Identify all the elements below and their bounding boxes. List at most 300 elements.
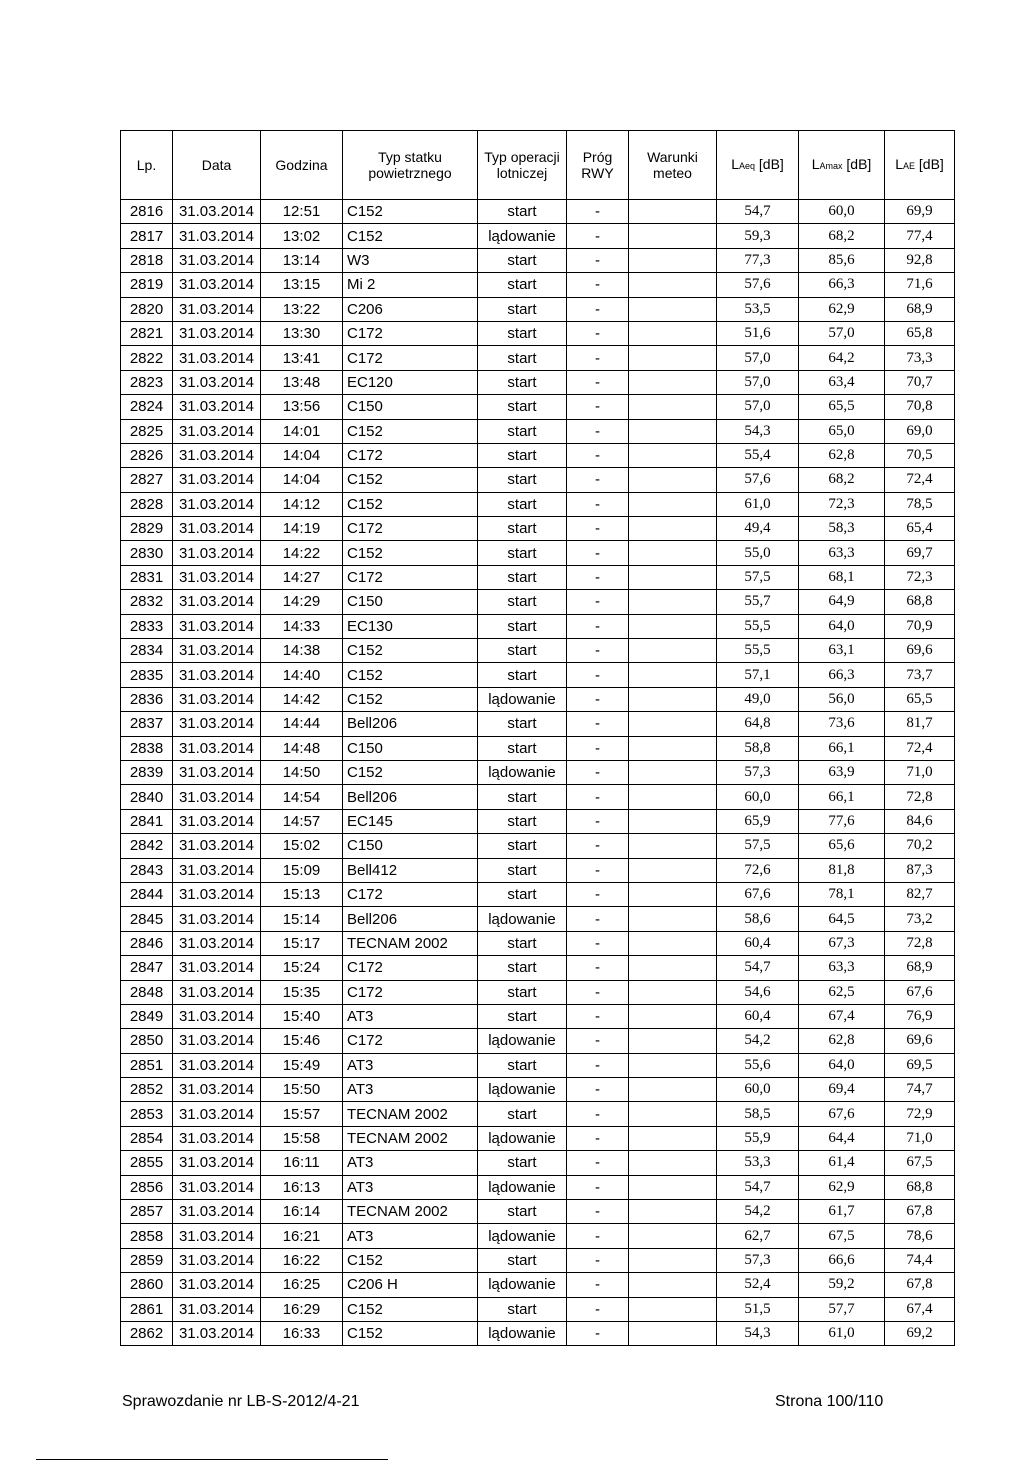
cell-runway-threshold: - [567, 834, 629, 858]
table-row [121, 639, 955, 663]
cell-aircraft-type: Bell412 [343, 858, 478, 882]
table-row [121, 785, 955, 809]
cell-date: 31.03.2014 [173, 1102, 261, 1126]
cell-lae: 69,6 [885, 1029, 955, 1053]
cell-date: 31.03.2014 [173, 248, 261, 272]
table-row [121, 346, 955, 370]
cell-lamax: 66,3 [799, 273, 885, 297]
cell-time: 14:01 [261, 419, 343, 443]
cell-time: 13:22 [261, 297, 343, 321]
cell-weather [629, 590, 717, 614]
cell-date: 31.03.2014 [173, 980, 261, 1004]
cell-runway-threshold: - [567, 687, 629, 711]
header-operation-type: Typ operacji lotniczej [478, 131, 567, 200]
cell-aircraft-type: C150 [343, 736, 478, 760]
cell-operation-type: start [478, 712, 567, 736]
cell-laeq: 58,8 [717, 736, 799, 760]
cell-date: 31.03.2014 [173, 1126, 261, 1150]
cell-lae: 72,4 [885, 736, 955, 760]
cell-time: 13:30 [261, 321, 343, 345]
table-row [121, 200, 955, 224]
cell-runway-threshold: - [567, 1053, 629, 1077]
cell-date: 31.03.2014 [173, 541, 261, 565]
cell-time: 15:40 [261, 1004, 343, 1028]
cell-weather [629, 785, 717, 809]
table-row [121, 907, 955, 931]
cell-aircraft-type: AT3 [343, 1151, 478, 1175]
table-row [121, 443, 955, 467]
cell-time: 14:40 [261, 663, 343, 687]
cell-time: 15:58 [261, 1126, 343, 1150]
table-row [121, 712, 955, 736]
cell-date: 31.03.2014 [173, 1200, 261, 1224]
cell-aircraft-type: C152 [343, 419, 478, 443]
cell-lamax: 64,9 [799, 590, 885, 614]
cell-date: 31.03.2014 [173, 370, 261, 394]
cell-operation-type: start [478, 639, 567, 663]
cell-aircraft-type: C150 [343, 834, 478, 858]
cell-lamax: 63,1 [799, 639, 885, 663]
cell-weather [629, 736, 717, 760]
cell-lae: 69,5 [885, 1053, 955, 1077]
cell-runway-threshold: - [567, 663, 629, 687]
cell-lamax: 62,5 [799, 980, 885, 1004]
cell-time: 16:11 [261, 1151, 343, 1175]
table-row [121, 321, 955, 345]
cell-weather [629, 834, 717, 858]
cell-date: 31.03.2014 [173, 395, 261, 419]
cell-laeq: 59,3 [717, 224, 799, 248]
cell-lamax: 65,0 [799, 419, 885, 443]
cell-time: 16:33 [261, 1321, 343, 1345]
cell-laeq: 55,0 [717, 541, 799, 565]
cell-time: 14:44 [261, 712, 343, 736]
cell-lamax: 62,9 [799, 1175, 885, 1199]
cell-lp: 2854 [121, 1126, 173, 1150]
cell-aircraft-type: AT3 [343, 1224, 478, 1248]
table-row [121, 541, 955, 565]
cell-lp: 2845 [121, 907, 173, 931]
cell-aircraft-type: C152 [343, 760, 478, 784]
cell-date: 31.03.2014 [173, 200, 261, 224]
cell-laeq: 49,4 [717, 517, 799, 541]
table-row [121, 1126, 955, 1150]
cell-laeq: 51,5 [717, 1297, 799, 1321]
cell-date: 31.03.2014 [173, 517, 261, 541]
cell-time: 15:50 [261, 1078, 343, 1102]
cell-time: 13:15 [261, 273, 343, 297]
cell-runway-threshold: - [567, 907, 629, 931]
cell-laeq: 57,6 [717, 468, 799, 492]
cell-laeq: 54,6 [717, 980, 799, 1004]
cell-lp: 2846 [121, 931, 173, 955]
cell-runway-threshold: - [567, 760, 629, 784]
cell-operation-type: start [478, 1151, 567, 1175]
cell-weather [629, 760, 717, 784]
cell-time: 15:24 [261, 956, 343, 980]
cell-lamax: 62,8 [799, 443, 885, 467]
cell-date: 31.03.2014 [173, 565, 261, 589]
cell-weather [629, 1053, 717, 1077]
table-row [121, 1273, 955, 1297]
cell-date: 31.03.2014 [173, 224, 261, 248]
cell-lp: 2816 [121, 200, 173, 224]
cell-lae: 69,7 [885, 541, 955, 565]
table-row [121, 1297, 955, 1321]
cell-laeq: 53,5 [717, 297, 799, 321]
cell-lae: 68,9 [885, 956, 955, 980]
cell-runway-threshold: - [567, 517, 629, 541]
header-lp: Lp. [121, 131, 173, 200]
cell-laeq: 57,5 [717, 565, 799, 589]
cell-lp: 2821 [121, 321, 173, 345]
cell-lae: 69,0 [885, 419, 955, 443]
table-row [121, 882, 955, 906]
cell-date: 31.03.2014 [173, 346, 261, 370]
cell-runway-threshold: - [567, 1029, 629, 1053]
measurement-table [120, 130, 955, 1346]
cell-runway-threshold: - [567, 809, 629, 833]
cell-lp: 2850 [121, 1029, 173, 1053]
cell-runway-threshold: - [567, 297, 629, 321]
cell-weather [629, 1248, 717, 1272]
cell-runway-threshold: - [567, 931, 629, 955]
cell-time: 14:33 [261, 614, 343, 638]
cell-aircraft-type: C172 [343, 1029, 478, 1053]
cell-aircraft-type: TECNAM 2002 [343, 1200, 478, 1224]
cell-weather [629, 1200, 717, 1224]
cell-operation-type: start [478, 395, 567, 419]
cell-weather [629, 980, 717, 1004]
cell-time: 15:49 [261, 1053, 343, 1077]
cell-runway-threshold: - [567, 1273, 629, 1297]
table-row [121, 980, 955, 1004]
cell-date: 31.03.2014 [173, 1248, 261, 1272]
cell-lae: 69,6 [885, 639, 955, 663]
cell-operation-type: start [478, 541, 567, 565]
cell-time: 16:29 [261, 1297, 343, 1321]
lamax-unit: [dB] [842, 156, 872, 172]
cell-weather [629, 517, 717, 541]
cell-weather [629, 858, 717, 882]
cell-laeq: 54,7 [717, 1175, 799, 1199]
cell-lae: 69,2 [885, 1321, 955, 1345]
cell-time: 14:57 [261, 809, 343, 833]
cell-lae: 84,6 [885, 809, 955, 833]
cell-lp: 2832 [121, 590, 173, 614]
cell-lae: 67,8 [885, 1200, 955, 1224]
cell-operation-type: lądowanie [478, 1078, 567, 1102]
cell-lamax: 69,4 [799, 1078, 885, 1102]
cell-lae: 74,7 [885, 1078, 955, 1102]
cell-time: 14:04 [261, 468, 343, 492]
table-row [121, 1029, 955, 1053]
cell-operation-type: start [478, 517, 567, 541]
cell-lamax: 57,0 [799, 321, 885, 345]
cell-date: 31.03.2014 [173, 736, 261, 760]
cell-lamax: 66,3 [799, 663, 885, 687]
cell-weather [629, 565, 717, 589]
cell-date: 31.03.2014 [173, 443, 261, 467]
cell-aircraft-type: AT3 [343, 1078, 478, 1102]
cell-runway-threshold: - [567, 1297, 629, 1321]
cell-date: 31.03.2014 [173, 1321, 261, 1345]
cell-lp: 2860 [121, 1273, 173, 1297]
lae-unit: [dB] [915, 156, 944, 172]
cell-lamax: 67,4 [799, 1004, 885, 1028]
table-row [121, 1175, 955, 1199]
cell-runway-threshold: - [567, 1248, 629, 1272]
cell-operation-type: lądowanie [478, 1126, 567, 1150]
cell-date: 31.03.2014 [173, 663, 261, 687]
cell-lp: 2831 [121, 565, 173, 589]
cell-weather [629, 1224, 717, 1248]
cell-weather [629, 395, 717, 419]
cell-lae: 82,7 [885, 882, 955, 906]
cell-weather [629, 321, 717, 345]
cell-weather [629, 809, 717, 833]
cell-aircraft-type: C152 [343, 663, 478, 687]
table-row [121, 517, 955, 541]
cell-lp: 2862 [121, 1321, 173, 1345]
cell-lp: 2824 [121, 395, 173, 419]
cell-aircraft-type: TECNAM 2002 [343, 931, 478, 955]
cell-date: 31.03.2014 [173, 1053, 261, 1077]
cell-operation-type: start [478, 614, 567, 638]
cell-date: 31.03.2014 [173, 809, 261, 833]
cell-operation-type: start [478, 321, 567, 345]
cell-lp: 2840 [121, 785, 173, 809]
cell-weather [629, 1273, 717, 1297]
cell-weather [629, 346, 717, 370]
cell-operation-type: start [478, 882, 567, 906]
cell-runway-threshold: - [567, 785, 629, 809]
table-row [121, 1151, 955, 1175]
cell-lp: 2825 [121, 419, 173, 443]
cell-operation-type: start [478, 468, 567, 492]
cell-lae: 67,6 [885, 980, 955, 1004]
cell-time: 14:22 [261, 541, 343, 565]
cell-date: 31.03.2014 [173, 590, 261, 614]
cell-lp: 2827 [121, 468, 173, 492]
cell-lae: 72,9 [885, 1102, 955, 1126]
cell-lamax: 66,1 [799, 785, 885, 809]
cell-laeq: 57,0 [717, 370, 799, 394]
laeq-subscript: Aeq [738, 161, 755, 171]
cell-lp: 2822 [121, 346, 173, 370]
cell-laeq: 60,4 [717, 1004, 799, 1028]
cell-laeq: 64,8 [717, 712, 799, 736]
cell-lae: 65,8 [885, 321, 955, 345]
cell-weather [629, 1175, 717, 1199]
cell-aircraft-type: C172 [343, 980, 478, 1004]
cell-operation-type: start [478, 1102, 567, 1126]
cell-lamax: 67,3 [799, 931, 885, 955]
cell-time: 14:04 [261, 443, 343, 467]
table-row [121, 224, 955, 248]
cell-laeq: 54,7 [717, 200, 799, 224]
cell-aircraft-type: C172 [343, 321, 478, 345]
cell-lae: 72,4 [885, 468, 955, 492]
cell-time: 16:25 [261, 1273, 343, 1297]
cell-laeq: 65,9 [717, 809, 799, 833]
cell-time: 15:02 [261, 834, 343, 858]
cell-weather [629, 492, 717, 516]
cell-runway-threshold: - [567, 541, 629, 565]
cell-lamax: 58,3 [799, 517, 885, 541]
cell-operation-type: start [478, 956, 567, 980]
cell-runway-threshold: - [567, 419, 629, 443]
table-row [121, 297, 955, 321]
cell-lp: 2842 [121, 834, 173, 858]
cell-lae: 67,4 [885, 1297, 955, 1321]
cell-date: 31.03.2014 [173, 956, 261, 980]
table-row [121, 565, 955, 589]
cell-time: 14:27 [261, 565, 343, 589]
cell-runway-threshold: - [567, 639, 629, 663]
cell-laeq: 57,0 [717, 395, 799, 419]
cell-date: 31.03.2014 [173, 931, 261, 955]
cell-time: 16:21 [261, 1224, 343, 1248]
cell-runway-threshold: - [567, 980, 629, 1004]
cell-lp: 2820 [121, 297, 173, 321]
cell-operation-type: lądowanie [478, 1175, 567, 1199]
laeq-symbol: L [731, 156, 739, 172]
cell-laeq: 54,2 [717, 1200, 799, 1224]
cell-lae: 71,0 [885, 760, 955, 784]
cell-lp: 2857 [121, 1200, 173, 1224]
cell-lp: 2837 [121, 712, 173, 736]
cell-lp: 2835 [121, 663, 173, 687]
cell-operation-type: lądowanie [478, 1224, 567, 1248]
cell-operation-type: start [478, 1053, 567, 1077]
cell-aircraft-type: C152 [343, 492, 478, 516]
header-aircraft-type: Typ statku powietrznego [343, 131, 478, 200]
cell-lp: 2834 [121, 639, 173, 663]
cell-laeq: 57,6 [717, 273, 799, 297]
cell-lamax: 67,5 [799, 1224, 885, 1248]
cell-lp: 2844 [121, 882, 173, 906]
header-weather: Warunki meteo [629, 131, 717, 200]
cell-aircraft-type: AT3 [343, 1004, 478, 1028]
cell-lp: 2852 [121, 1078, 173, 1102]
cell-lamax: 68,1 [799, 565, 885, 589]
cell-lae: 92,8 [885, 248, 955, 272]
cell-weather [629, 1004, 717, 1028]
cell-lamax: 64,4 [799, 1126, 885, 1150]
cell-lae: 74,4 [885, 1248, 955, 1272]
cell-operation-type: start [478, 663, 567, 687]
cell-date: 31.03.2014 [173, 712, 261, 736]
cell-runway-threshold: - [567, 321, 629, 345]
cell-weather [629, 1297, 717, 1321]
cell-operation-type: start [478, 419, 567, 443]
cell-operation-type: lądowanie [478, 224, 567, 248]
table-row [121, 809, 955, 833]
cell-lp: 2858 [121, 1224, 173, 1248]
cell-runway-threshold: - [567, 1151, 629, 1175]
cell-laeq: 54,2 [717, 1029, 799, 1053]
table-body [121, 200, 955, 1346]
cell-lamax: 68,2 [799, 468, 885, 492]
table-row [121, 663, 955, 687]
cell-aircraft-type: TECNAM 2002 [343, 1102, 478, 1126]
cell-lae: 70,2 [885, 834, 955, 858]
cell-weather [629, 639, 717, 663]
cell-lp: 2817 [121, 224, 173, 248]
cell-lae: 71,0 [885, 1126, 955, 1150]
header-lae [885, 131, 955, 200]
cell-operation-type: start [478, 834, 567, 858]
cell-aircraft-type: C172 [343, 956, 478, 980]
cell-weather [629, 687, 717, 711]
cell-time: 14:38 [261, 639, 343, 663]
cell-lamax: 57,7 [799, 1297, 885, 1321]
cell-lae: 68,9 [885, 297, 955, 321]
cell-lamax: 61,4 [799, 1151, 885, 1175]
cell-lae: 73,3 [885, 346, 955, 370]
table-row [121, 1224, 955, 1248]
table-row [121, 858, 955, 882]
page-number: Strona 100/110 [775, 1393, 884, 1410]
cell-time: 15:13 [261, 882, 343, 906]
cell-weather [629, 1029, 717, 1053]
cell-date: 31.03.2014 [173, 1078, 261, 1102]
cell-lp: 2826 [121, 443, 173, 467]
cell-laeq: 57,1 [717, 663, 799, 687]
header-lamax [799, 131, 885, 200]
cell-laeq: 67,6 [717, 882, 799, 906]
cell-date: 31.03.2014 [173, 614, 261, 638]
cell-weather [629, 1102, 717, 1126]
cell-weather [629, 1151, 717, 1175]
cell-laeq: 55,5 [717, 639, 799, 663]
cell-date: 31.03.2014 [173, 297, 261, 321]
cell-laeq: 55,9 [717, 1126, 799, 1150]
cell-laeq: 54,7 [717, 956, 799, 980]
cell-lamax: 61,7 [799, 1200, 885, 1224]
cell-lamax: 60,0 [799, 200, 885, 224]
cell-operation-type: start [478, 492, 567, 516]
cell-lamax: 73,6 [799, 712, 885, 736]
table-row [121, 687, 955, 711]
cell-date: 31.03.2014 [173, 1297, 261, 1321]
cell-lp: 2819 [121, 273, 173, 297]
cell-laeq: 72,6 [717, 858, 799, 882]
cell-date: 31.03.2014 [173, 687, 261, 711]
cell-laeq: 51,6 [717, 321, 799, 345]
cell-date: 31.03.2014 [173, 1224, 261, 1248]
cell-lamax: 59,2 [799, 1273, 885, 1297]
cell-operation-type: lądowanie [478, 907, 567, 931]
table-row [121, 370, 955, 394]
cell-aircraft-type: C152 [343, 1297, 478, 1321]
cell-laeq: 62,7 [717, 1224, 799, 1248]
cell-date: 31.03.2014 [173, 760, 261, 784]
cell-lae: 72,8 [885, 785, 955, 809]
cell-lp: 2841 [121, 809, 173, 833]
cell-aircraft-type: AT3 [343, 1053, 478, 1077]
cell-aircraft-type: TECNAM 2002 [343, 1126, 478, 1150]
cell-runway-threshold: - [567, 224, 629, 248]
cell-lae: 67,8 [885, 1273, 955, 1297]
cell-aircraft-type: C152 [343, 1321, 478, 1345]
cell-aircraft-type: C152 [343, 200, 478, 224]
cell-aircraft-type: AT3 [343, 1175, 478, 1199]
cell-time: 13:02 [261, 224, 343, 248]
cell-date: 31.03.2014 [173, 639, 261, 663]
cell-aircraft-type: EC145 [343, 809, 478, 833]
